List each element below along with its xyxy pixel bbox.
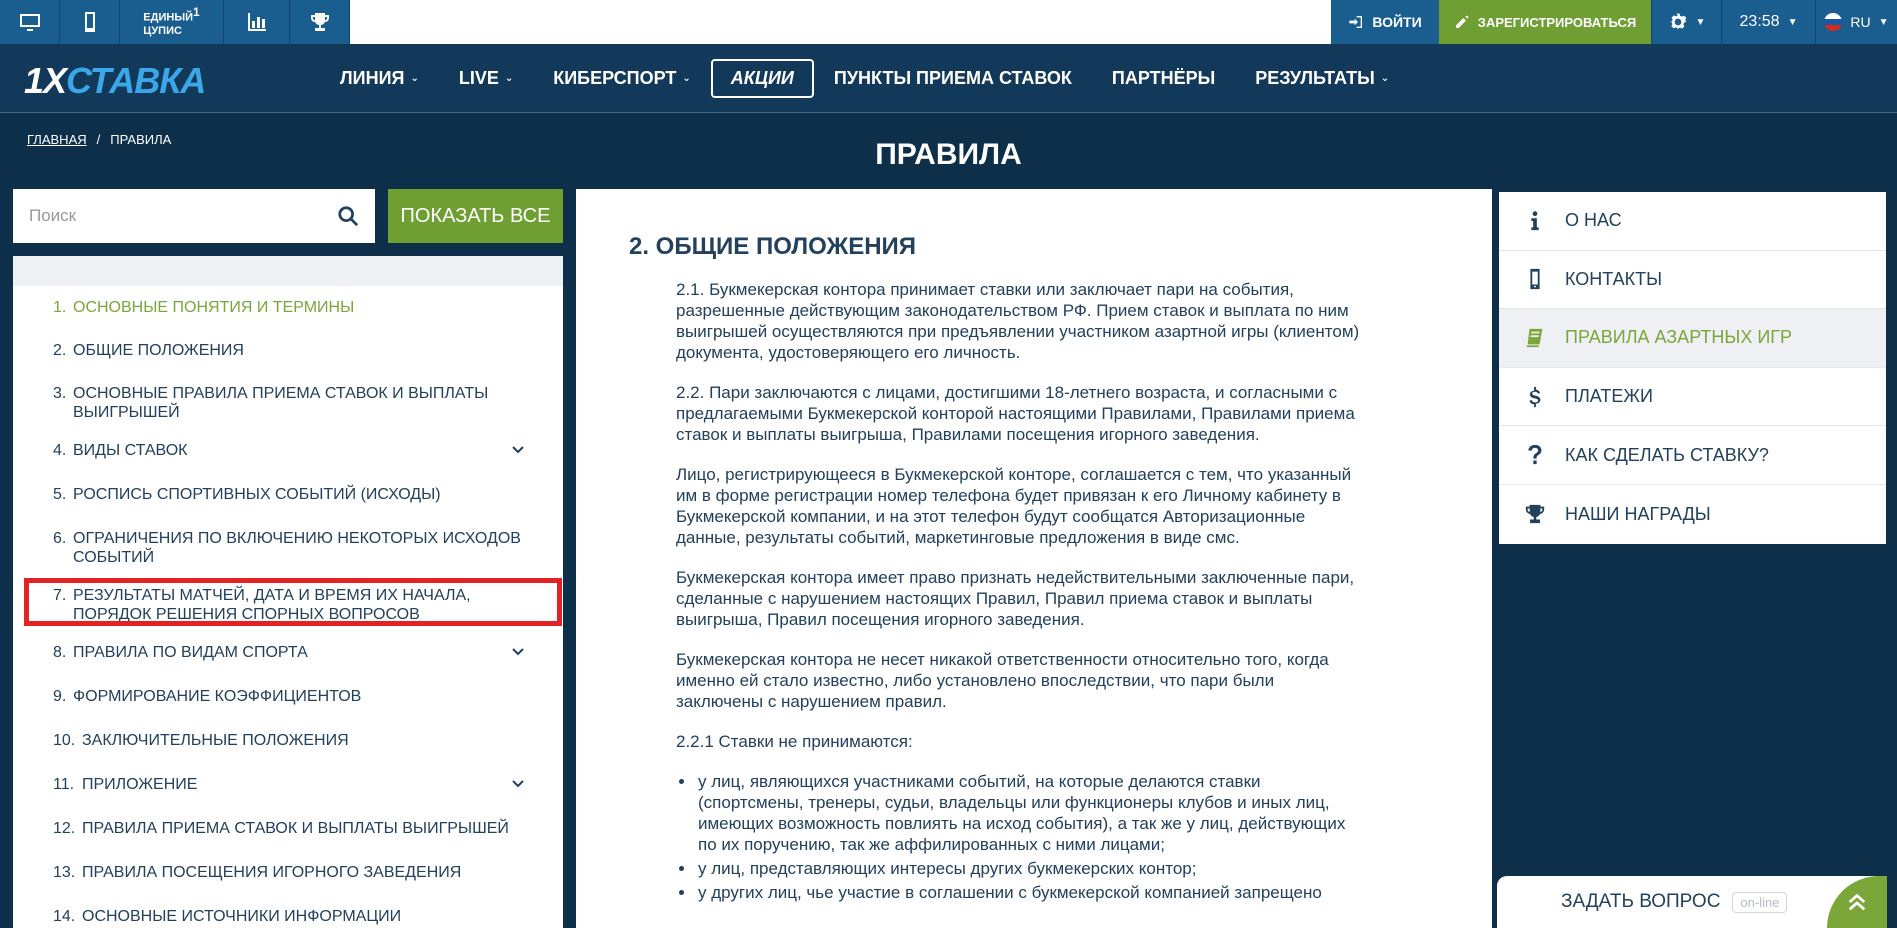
- search-box: [13, 189, 375, 243]
- nav-live-label: LIVE: [458, 68, 499, 88]
- time-value: 23:58: [1739, 13, 1780, 30]
- single-cupis-label: [143, 6, 199, 38]
- nav-results-label: РЕЗУЛЬТАТЫ: [1255, 68, 1375, 88]
- trophy-icon: [308, 10, 332, 34]
- side-item-how-to-bet[interactable]: [1499, 426, 1886, 485]
- paragraph-2-2: 2.2. Пари заключаются с лицами, достигшими 18-летнего возраста, и согласными с предлагаемыми Букмекерской конторой настоящими Правилами, Правилами приема ставок и выплаты выигрыша, Правилами посещения игорного заведения.: [676, 383, 1355, 444]
- toc-item-12[interactable]: [13, 813, 563, 844]
- nav-betting-points[interactable]: [814, 68, 1092, 89]
- mobile-version-button[interactable]: [60, 0, 120, 44]
- main-nav: [0, 44, 1897, 113]
- toc-label: ОГРАНИЧЕНИЯ ПО ВКЛЮЧЕНИЮ НЕКОТОРЫХ ИСХОДОВ СОБЫТИЙ: [73, 530, 521, 566]
- single-cupis-line1: ЕДИНЫЙ: [143, 11, 193, 24]
- double-chevron-up-icon: [1846, 891, 1868, 913]
- list-item: • у других лиц, чье участие в соглашении с букмекерской компанией запрещено: [696, 882, 1362, 903]
- settings-button[interactable]: [1651, 0, 1721, 44]
- paragraph-2-1: 2.1. Букмекерская контора принимает ставки или заключает пари на события, разрешенные действующим законодательством РФ. Прием ставок и выплата по ним выигрышей осуществляются при предъявлении участником азартной игры (клиентом) документа, удостоверяющего его личность.: [676, 280, 1360, 362]
- nav-esports[interactable]: [533, 68, 711, 89]
- toc-num: 10.: [53, 732, 76, 749]
- side-item-label: НАШИ НАГРАДЫ: [1565, 503, 1711, 524]
- show-all-button[interactable]: ПОКАЗАТЬ ВСЕ: [388, 189, 563, 243]
- nav-results[interactable]: [1235, 68, 1409, 89]
- toc-num: 9.: [53, 688, 67, 705]
- toc-list: [13, 286, 563, 928]
- register-button[interactable]: [1439, 0, 1651, 44]
- nav-live[interactable]: [439, 68, 533, 89]
- top-bar: [0, 0, 1897, 44]
- dollar-icon: [1524, 385, 1546, 409]
- side-menu: [1499, 192, 1886, 544]
- toc-item-8[interactable]: [13, 637, 563, 668]
- chevron-down-icon[interactable]: [511, 443, 525, 457]
- toc-label: ПРИЛОЖЕНИЕ: [82, 776, 198, 793]
- toc-header: [13, 256, 563, 286]
- results-trophy-button[interactable]: [290, 0, 350, 44]
- list-item: • у лиц, являющихся участниками событий, на которые делаются ставки (спортсмены, тренеры, судьи, владельцы или функционеры клубов и иных лиц, имеющих возможность повлиять на исход события), а так же у лиц, действующих по их поручению, так же аффилированных с ними лицами;: [696, 771, 1362, 855]
- search-input[interactable]: [29, 206, 337, 226]
- mobile-icon: [78, 10, 102, 34]
- single-cupis-sup: 1: [193, 5, 200, 20]
- side-item-about[interactable]: [1499, 192, 1886, 251]
- mobile-icon: [1524, 267, 1546, 291]
- nav-promotions[interactable]: [711, 59, 814, 98]
- toc-label: ОСНОВНЫЕ ИСТОЧНИКИ ИНФОРМАЦИИ: [82, 908, 402, 925]
- not-accepted-list: [696, 771, 1362, 903]
- toc-num: 2.: [53, 342, 67, 359]
- toc-num: 6.: [53, 530, 67, 547]
- ask-question-label: ЗАДАТЬ ВОПРОС: [1561, 891, 1721, 912]
- rules-content: [576, 189, 1492, 928]
- statistics-button[interactable]: [224, 0, 290, 44]
- chevron-down-icon[interactable]: [511, 645, 525, 659]
- chevron-down-icon: ▼: [1787, 16, 1798, 28]
- search-icon[interactable]: [337, 205, 359, 227]
- question-icon: [1524, 443, 1546, 467]
- side-item-payments[interactable]: [1499, 368, 1886, 427]
- chevron-down-icon: ⌄: [682, 73, 691, 84]
- toc-item-6[interactable]: [13, 523, 563, 573]
- desktop-icon: [18, 10, 42, 34]
- side-item-label: КОНТАКТЫ: [1565, 268, 1663, 289]
- side-item-contacts[interactable]: [1499, 251, 1886, 310]
- toc-item-11[interactable]: [13, 769, 563, 800]
- toc-label: РОСПИСЬ СПОРТИВНЫХ СОБЫТИЙ (ИСХОДЫ): [73, 486, 441, 503]
- nav-betting-points-label: ПУНКТЫ ПРИЕМА СТАВОК: [833, 68, 1072, 88]
- toc-label: ВИДЫ СТАВОК: [73, 442, 188, 459]
- toc-label: ОСНОВНЫЕ ПОНЯТИЯ И ТЕРМИНЫ: [73, 299, 355, 316]
- trophy-icon: [1524, 502, 1546, 526]
- toc-label: РЕЗУЛЬТАТЫ МАТЧЕЙ, ДАТА И ВРЕМЯ ИХ НАЧАЛА, ПОРЯДОК РЕШЕНИЯ СПОРНЫХ ВОПРОСОВ: [73, 587, 471, 623]
- logo-part1: 1X: [24, 60, 67, 101]
- online-status-badge: on-line: [1732, 892, 1787, 913]
- toc-item-4[interactable]: [13, 435, 563, 466]
- nav-partners[interactable]: [1092, 68, 1235, 89]
- book-icon: [1524, 326, 1546, 350]
- toc-item-3[interactable]: [13, 378, 563, 428]
- toc-item-5[interactable]: [13, 479, 563, 510]
- chevron-down-icon: ⌄: [504, 73, 514, 84]
- chevron-down-icon: ⌄: [1380, 73, 1390, 84]
- list-item: • у лиц, представляющих интересы других букмекерских контор;: [696, 858, 1362, 879]
- breadcrumb-home-link[interactable]: ГЛАВНАЯ: [27, 132, 87, 147]
- toc-num: 11.: [53, 776, 75, 793]
- toc-num: 7.: [53, 587, 67, 604]
- side-item-awards[interactable]: [1499, 485, 1886, 544]
- toc-label: ОСНОВНЫЕ ПРАВИЛА ПРИЕМА СТАВОК И ВЫПЛАТЫ ВЫИГРЫШЕЙ: [73, 385, 489, 421]
- language-button[interactable]: [1815, 0, 1897, 44]
- nav-promotions-label: АКЦИИ: [730, 68, 794, 88]
- breadcrumb: [27, 132, 171, 147]
- section-heading: 2. ОБЩИЕ ПОЛОЖЕНИЯ: [629, 233, 917, 260]
- breadcrumb-current: ПРАВИЛА: [110, 132, 172, 147]
- toc-label: ПРАВИЛА ПРИЕМА СТАВОК И ВЫПЛАТЫ ВЫИГРЫШЕЙ: [82, 820, 509, 837]
- scroll-up-button[interactable]: [1827, 876, 1887, 928]
- toc-label: ПРАВИЛА ПОСЕЩЕНИЯ ИГОРНОГО ЗАВЕДЕНИЯ: [82, 864, 462, 881]
- toc-item-1[interactable]: [13, 292, 563, 323]
- side-item-label: КАК СДЕЛАТЬ СТАВКУ?: [1565, 444, 1769, 465]
- page-title: ПРАВИЛА: [875, 138, 1022, 171]
- nav-esports-label: КИБЕРСПОРТ: [553, 68, 677, 88]
- side-item-gambling-rules[interactable]: [1499, 309, 1886, 368]
- toc-label: ОБЩИЕ ПОЛОЖЕНИЯ: [73, 342, 244, 359]
- toc-num: 1.: [53, 299, 67, 316]
- chevron-down-icon: ▼: [1695, 16, 1706, 28]
- toc-item-14[interactable]: [13, 901, 563, 928]
- nav-line[interactable]: [320, 68, 439, 89]
- side-item-label: ПЛАТЕЖИ: [1565, 386, 1653, 407]
- toc-num: 8.: [53, 644, 67, 661]
- gear-icon: [1668, 12, 1688, 32]
- logo-part2: СТАВКА: [66, 60, 206, 101]
- top-right-group: [1331, 0, 1897, 44]
- toc-item-9[interactable]: [13, 681, 563, 712]
- toc-num: 12.: [53, 820, 76, 837]
- side-item-label: ПРАВИЛА АЗАРТНЫХ ИГР: [1565, 327, 1793, 348]
- toc-num: 14.: [53, 908, 76, 925]
- toc-item-7[interactable]: [13, 580, 563, 630]
- login-label: ВОЙТИ: [1372, 14, 1422, 30]
- desktop-version-button[interactable]: [0, 0, 60, 44]
- toc-num: 3.: [53, 385, 67, 402]
- toc-label: ЗАКЛЮЧИТЕЛЬНЫЕ ПОЛОЖЕНИЯ: [82, 732, 349, 749]
- paragraph-registration: Лицо, регистрирующееся в Букмекерской конторе, соглашается с тем, что указанный им в форме регистрации номер телефона будет привязан к его Личному кабинету в Букмекерской компании, и на этот телефон будут сообщатся Авторизационные данные, результаты событий, маркетинговые предложения в виде смс.: [676, 465, 1352, 547]
- toc-item-13[interactable]: [13, 857, 563, 888]
- chevron-down-icon[interactable]: [511, 777, 525, 791]
- ask-question-widget[interactable]: [1497, 876, 1887, 928]
- info-icon: [1524, 209, 1546, 233]
- toc-item-10[interactable]: [13, 725, 563, 756]
- sign-in-icon: [1348, 14, 1364, 30]
- single-cupis-line2: ЦУПИС: [143, 24, 182, 37]
- time-button[interactable]: [1721, 0, 1815, 44]
- toc-label: ФОРМИРОВАНИЕ КОЭФФИЦИЕНТОВ: [73, 688, 362, 705]
- edit-icon: [1454, 14, 1470, 30]
- chevron-down-icon: ▼: [1878, 16, 1889, 28]
- bar-chart-icon: [245, 10, 269, 34]
- nav-partners-label: ПАРТНЁРЫ: [1111, 68, 1216, 88]
- toc-num: 5.: [53, 486, 67, 503]
- top-left-group: [0, 0, 350, 44]
- toc-num: 13.: [53, 864, 76, 881]
- side-item-label: О НАС: [1565, 210, 1622, 231]
- paragraph-responsibility: Букмекерская контора не несет никакой ответственности относительно того, когда именно ей стало известно, либо установлено впоследствии, что пари были заключены с нарушением правил.: [676, 650, 1329, 711]
- toc-num: 4.: [53, 442, 67, 459]
- toc-label: ПРАВИЛА ПО ВИДАМ СПОРТА: [73, 644, 308, 661]
- single-cupis-button[interactable]: [120, 0, 224, 44]
- register-label: ЗАРЕГИСТРИРОВАТЬСЯ: [1477, 14, 1637, 30]
- logo[interactable]: [24, 60, 205, 102]
- russia-flag-icon: [1824, 13, 1842, 31]
- paragraph-invalid-bets: Букмекерская контора имеет право признать недействительными заключенные пари, сделанные с нарушением настоящих Правил, Правил приема ставок и выплаты выигрыша, Правил посещения игорного заведения.: [676, 568, 1355, 629]
- chevron-down-icon: ⌄: [410, 73, 419, 84]
- breadcrumb-separator: /: [96, 132, 101, 147]
- toc-item-2[interactable]: [13, 335, 563, 366]
- language-value: RU: [1850, 14, 1871, 30]
- login-button[interactable]: [1331, 0, 1439, 44]
- nav-items: [320, 44, 1409, 113]
- nav-line-label: ЛИНИЯ: [340, 68, 405, 88]
- rules-toc: [13, 256, 563, 928]
- paragraph-2-2-1: 2.2.1 Ставки не принимаются:: [676, 732, 913, 751]
